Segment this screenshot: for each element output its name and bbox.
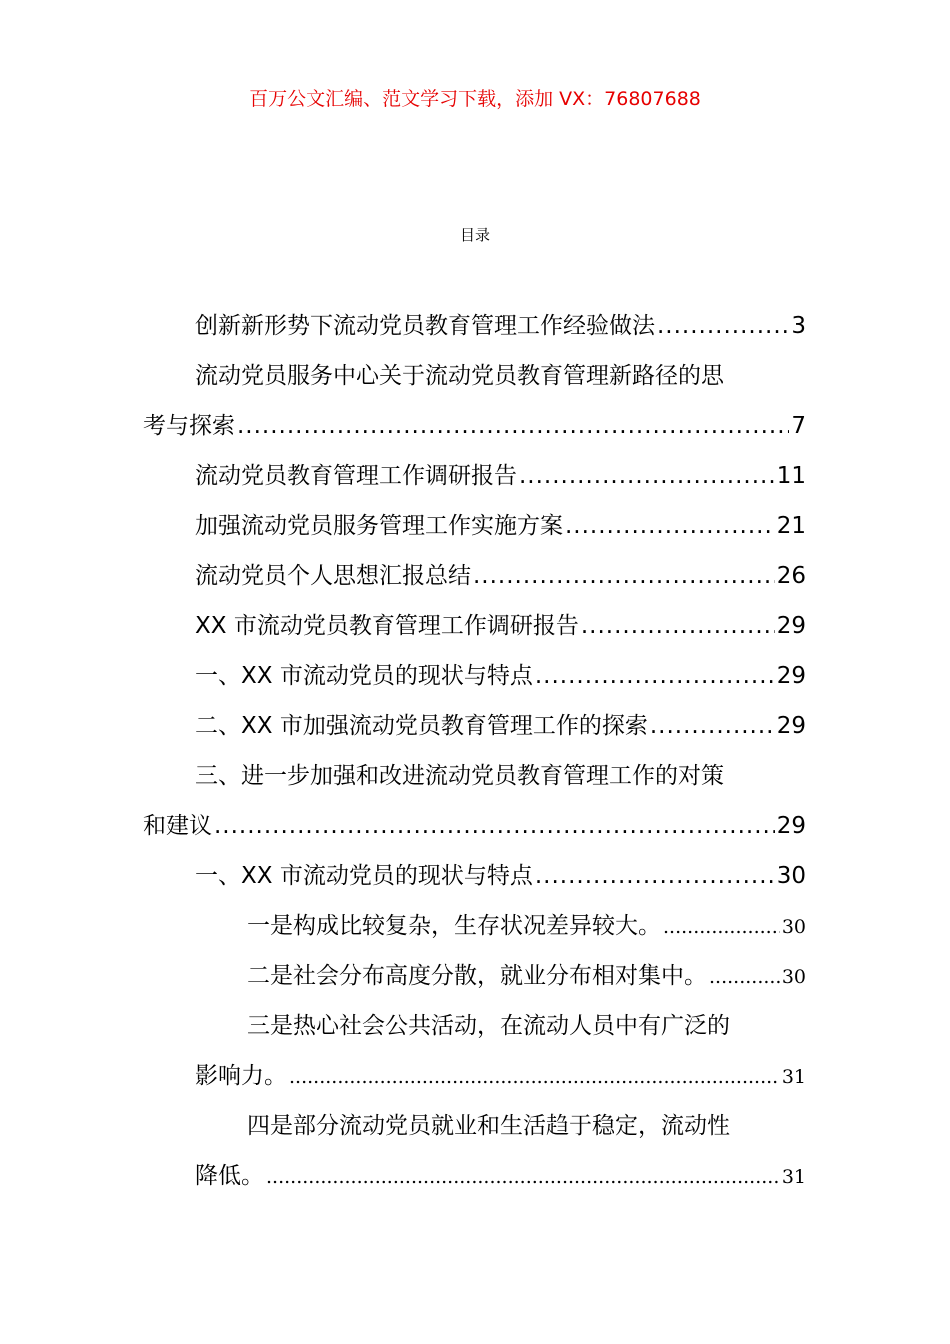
toc-entry-text: 一、XX 市流动党员的现状与特点 (195, 663, 533, 689)
toc-leader-dots (519, 451, 775, 501)
toc-entry[interactable] (143, 901, 806, 951)
toc-entry-text: 一、XX 市流动党员的现状与特点 (195, 863, 533, 889)
toc-leader-dots (266, 1152, 780, 1201)
toc-entry[interactable] (143, 451, 806, 501)
toc-page-number: 29 (776, 663, 806, 689)
toc-entry-text-line1: 四是部分流动党员就业和生活趋于稳定，流动性 (247, 1113, 730, 1139)
toc-entry-text: 影响力。 (195, 1063, 287, 1089)
toc-page-number: 3 (791, 313, 806, 339)
toc-entry-text: 和建议 (143, 813, 212, 839)
toc-page-number: 11 (776, 463, 806, 489)
toc-leader-dots (214, 801, 775, 851)
toc-leader-dots (535, 651, 775, 701)
toc-leader-dots (663, 902, 780, 951)
toc-leader-dots (289, 1052, 780, 1101)
toc-leader-dots (237, 401, 789, 451)
toc-entry-text: 加强流动党员服务管理工作实施方案 (195, 513, 563, 539)
toc-entry[interactable] (143, 851, 806, 901)
toc-entry-text-line1: 三是热心社会公共活动，在流动人员中有广泛的 (247, 1013, 730, 1039)
toc-entry[interactable] (143, 301, 806, 351)
toc-entry[interactable] (143, 551, 806, 601)
toc-page-number: 29 (776, 713, 806, 739)
toc-entry-text: 一是构成比较复杂，生存状况差异较大。 (247, 913, 661, 939)
toc-leader-dots (535, 851, 775, 901)
toc-entry[interactable] (143, 1001, 806, 1101)
toc-page-number: 7 (791, 413, 806, 439)
toc-entry-text: 二是社会分布高度分散，就业分布相对集中。 (247, 963, 707, 989)
toc-leader-dots (650, 701, 775, 751)
toc-page-number: 29 (776, 813, 806, 839)
toc-leader-dots (657, 301, 789, 351)
toc-page-number: 30 (776, 863, 806, 889)
toc-entry[interactable] (143, 1101, 806, 1201)
toc-entry-text: XX 市流动党员教育管理工作调研报告 (195, 613, 579, 639)
toc-page-number: 30 (781, 966, 806, 988)
toc-entry-text: 二、XX 市加强流动党员教育管理工作的探索 (195, 713, 648, 739)
table-of-contents (143, 301, 806, 1201)
toc-entry[interactable] (143, 651, 806, 701)
toc-page-number: 29 (776, 613, 806, 639)
toc-leader-dots (709, 952, 780, 1001)
toc-entry[interactable] (143, 601, 806, 651)
toc-entry[interactable] (143, 501, 806, 551)
toc-entry-text: 降低。 (195, 1163, 264, 1189)
toc-page-number: 26 (776, 563, 806, 589)
toc-entry[interactable] (143, 701, 806, 751)
toc-leader-dots (473, 551, 775, 601)
watermark-header: 百万公文汇编、范文学习下载，添加 VX：76807688 (249, 88, 701, 110)
toc-page-number: 30 (781, 916, 806, 938)
toc-entry-text: 流动党员个人思想汇报总结 (195, 563, 471, 589)
toc-entry[interactable] (143, 351, 806, 451)
toc-title: 目录 (459, 226, 490, 244)
toc-page-number: 31 (781, 1166, 806, 1188)
toc-leader-dots (581, 601, 775, 651)
toc-page-number: 31 (781, 1066, 806, 1088)
toc-entry-text-line1: 流动党员服务中心关于流动党员教育管理新路径的思 (195, 363, 724, 389)
toc-entry[interactable] (143, 751, 806, 851)
toc-page-number: 21 (776, 513, 806, 539)
toc-entry-text: 创新新形势下流动党员教育管理工作经验做法 (195, 313, 655, 339)
toc-leader-dots (565, 501, 775, 551)
toc-entry-text: 考与探索 (143, 413, 235, 439)
toc-entry-text: 流动党员教育管理工作调研报告 (195, 463, 517, 489)
toc-entry[interactable] (143, 951, 806, 1001)
toc-entry-text-line1: 三、进一步加强和改进流动党员教育管理工作的对策 (195, 763, 724, 789)
